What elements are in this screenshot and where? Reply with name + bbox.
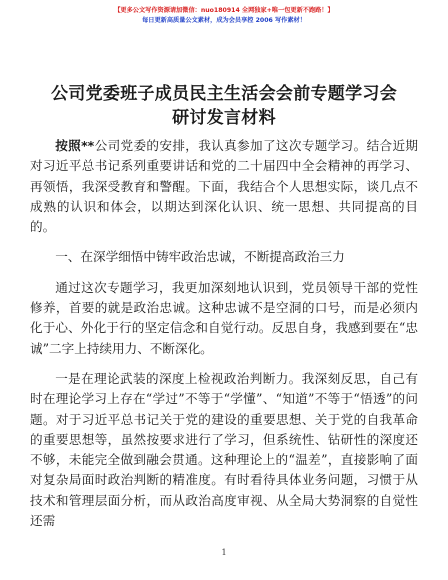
body-paragraph-2: 通过这次专题学习，我更加深刻地认识到，党员领导干部的党性修养，首要的就是政治忠诚。这种忠诚不是空洞的口号，而是必须内化于心、外化于行的坚定信念和自觉行动。反思自身，我感到要在“忠诚”二字上持续用力、不断深化。 <box>30 279 418 356</box>
opening-text: 公司党委的安排，我认真参加了这次专题学习。结合近期对习近平总书记系列重要讲话和党的二十届四中全会精神的再学习、再领悟，我深受教育和警醒。下面，我结合个人思想实际，谈几点不成熟的认识和体会，以期达到深化认识、统一思想、共同提高的目的。 <box>30 138 419 235</box>
body-paragraph-3: 一是在理论武装的深度上检视政治判断力。我深刻反思，自己有时在理论学习上存在“学过”不等于“学懂”、“知道”不等于“悟透”的问题。对于习近平总书记关于党的建设的重要思想、关于党的自我革命的重要思想等，虽然按要求进行了学习，但系统性、钻研性的深度还不够，未能完全做到融会贯通。这种理论上的“温差”，直接影响了面对复杂局面时政治判断的精准度。有时看待具体业务问题，习惯于从技术和管理层面分析，而从政治高度审视、从全局大势洞察的自觉性还需 <box>30 370 418 529</box>
promo-line-2: 每日更新高质量公文素材，成为会员享控 2006 写作素材！ <box>142 17 306 24</box>
promo-line-1: 【更多公文写作资源请加微信：nuo180914 全网独家+唯一包更新不跑路！】 <box>114 7 334 14</box>
section-heading: 一、在深学细悟中铸牢政治忠诚，不断提高政治三力 <box>55 249 345 265</box>
document-body <box>30 136 418 531</box>
opening-paragraph <box>30 136 418 237</box>
document-title <box>0 82 448 130</box>
title-line-1: 公司党委班子成员民主生活会会前专题学习会 <box>51 84 397 104</box>
promo-banner <box>0 6 448 26</box>
title-line-2: 研讨发言材料 <box>172 108 276 128</box>
opening-bold: 按照** <box>55 138 95 153</box>
page-number: 1 <box>221 548 227 557</box>
